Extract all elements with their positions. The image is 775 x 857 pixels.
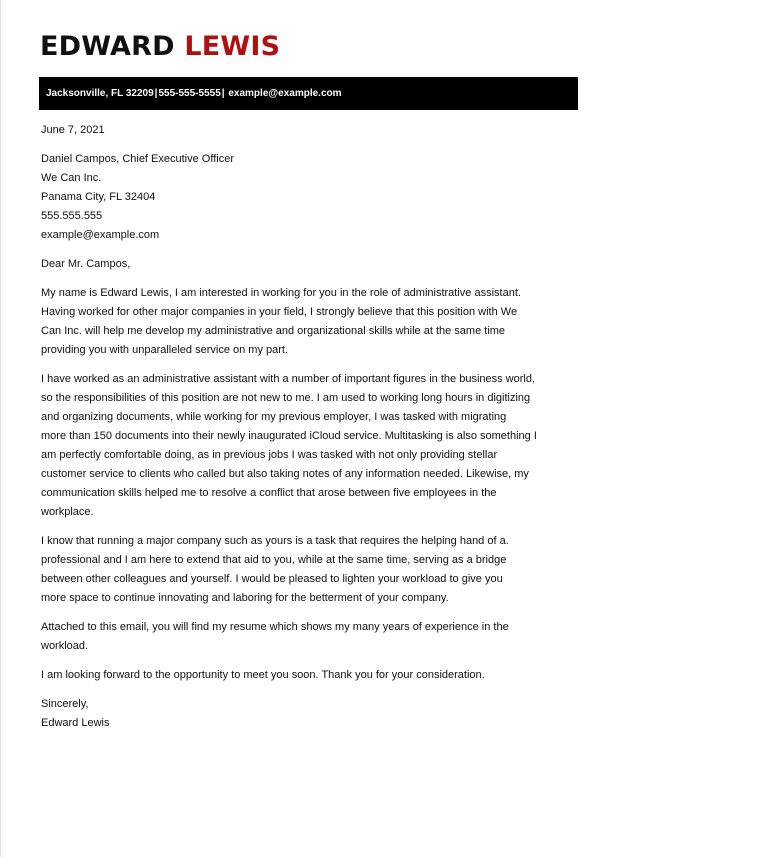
paragraph-line: workplace. — [41, 506, 94, 518]
paragraph-line: Can Inc. will help me develop my administrative and organizational skills while at the same time — [41, 325, 506, 337]
letter-body — [41, 121, 571, 743]
last-name: LEWIS — [184, 31, 281, 62]
paragraph-line: workload. — [41, 640, 89, 652]
paragraph-line: between other colleagues and yourself. I would be pleased to lighten your workload to give you — [41, 573, 503, 585]
paragraph-line: My name is Edward Lewis, I am interested in working for you in the role of administrative assistant. — [41, 287, 521, 299]
letter-paragraphs — [41, 284, 571, 685]
contact-separator: | — [221, 88, 225, 99]
paragraph-line: I have worked as an administrative assistant with a number of important figures in the business world, — [41, 373, 536, 385]
salutation: Dear Mr. Campos, — [41, 258, 131, 270]
closing-block — [41, 695, 571, 733]
closing: Sincerely, — [41, 698, 89, 710]
letter-paragraph — [41, 618, 571, 656]
applicant-name — [40, 31, 280, 63]
paragraph-line: I know that running a major company such as yours is a task that requires the helping hand of a. — [41, 535, 509, 547]
recipient-phone: 555.555.555 — [41, 210, 103, 222]
recipient-city: Panama City, FL 32404 — [41, 191, 156, 203]
signature: Edward Lewis — [41, 717, 110, 729]
letter-paragraph — [41, 532, 571, 608]
contact-phone: 555-555-5555 — [158, 88, 221, 99]
paragraph-line: providing you with unparalleled service on my part. — [41, 344, 289, 356]
contact-separator: | — [154, 88, 158, 99]
paragraph-line: professional and I am here to extend that aid to you, while at the same time, serving as a bridge — [41, 554, 507, 566]
letter-paragraph — [41, 284, 571, 360]
paragraph-line: and organizing documents, while working for my previous employer, I was tasked with migrating — [41, 411, 507, 423]
first-name: EDWARD — [40, 31, 175, 62]
contact-location: Jacksonville, FL 32209 — [46, 88, 154, 99]
letter-paragraph — [41, 370, 571, 522]
paragraph-line: more space to continue innovating and laboring for the betterment of your company. — [41, 592, 449, 604]
recipient-email: example@example.com — [41, 229, 160, 241]
paragraph-line: so the responsibilities of this position are not new to me. I am used to working long hours in digitizing — [41, 392, 531, 404]
paragraph-line: more than 150 documents into their newly inaugurated iCloud service. Multitasking is also something I — [41, 430, 537, 442]
contact-bar — [39, 77, 578, 110]
paragraph-line: am perfectly comfortable doing, as in previous jobs I was tasked with not only providing stellar — [41, 449, 498, 461]
contact-email: example@example.com — [228, 88, 342, 99]
paragraph-line: communication skills helped me to resolve a conflict that arose between five employees in the — [41, 487, 497, 499]
paragraph-line: Having worked for other major companies in your field, I strongly believe that this position with We — [41, 306, 518, 318]
paragraph-line: Attached to this email, you will find my resume which shows my many years of experience in the — [41, 621, 509, 633]
paragraph-line: I am looking forward to the opportunity to meet you soon. Thank you for your consideration. — [41, 669, 485, 681]
recipient-company: We Can Inc. — [41, 172, 102, 184]
recipient-name-title: Daniel Campos, Chief Executive Officer — [41, 153, 234, 165]
recipient-block — [41, 150, 571, 245]
paragraph-line: customer service to clients who called but also taking notes of any information needed. Likewise, my — [41, 468, 529, 480]
letter-paragraph — [41, 666, 571, 685]
letter-date: June 7, 2021 — [41, 124, 105, 136]
